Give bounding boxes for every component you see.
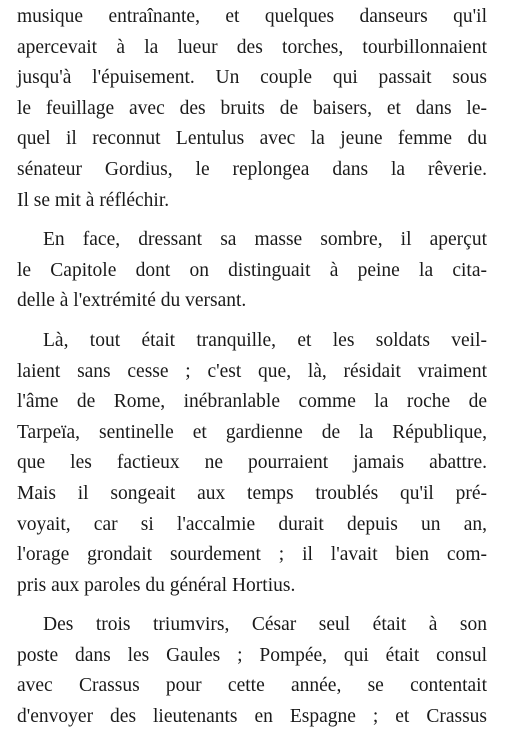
- paragraph-4: [17, 610, 487, 732]
- text-line: d'envoyer des lieutenants en Espagne ; et Crassus: [17, 706, 487, 728]
- text-line: que les factieux ne pourraient jamais abattre.: [17, 452, 487, 474]
- text-line: avec Crassus pour cette année, se contentait: [17, 675, 487, 697]
- book-page: [17, 2, 487, 733]
- text-line: poste dans les Gaules ; Pompée, qui était consul: [17, 644, 487, 666]
- text-line: le feuillage avec des bruits de baisers, et dans le-: [17, 97, 487, 119]
- text-line: sénateur Gordius, le replongea dans la rêverie.: [17, 158, 487, 180]
- text-line: pris aux paroles du général Hortius.: [17, 574, 296, 596]
- paragraph-1: [17, 2, 487, 216]
- paragraph-3: [17, 326, 487, 601]
- text-line: delle à l'extrémité du versant.: [17, 290, 247, 312]
- text-line: apercevait à la lueur des torches, tourbillonnaient: [17, 36, 487, 58]
- text-line: voyait, car si l'accalmie durait depuis un an,: [17, 513, 487, 535]
- text-line: Tarpeïa, sentinelle et gardienne de la République,: [17, 421, 487, 443]
- text-line: En face, dressant sa masse sombre, il aperçut: [43, 229, 487, 251]
- text-line: Il se mit à réfléchir.: [17, 189, 170, 211]
- text-line: le Capitole dont on distinguait à peine la cita-: [17, 259, 487, 281]
- text-line: l'âme de Rome, inébranlable comme la roche de: [17, 391, 487, 413]
- text-line: musique entraînante, et quelques danseurs qu'il: [17, 6, 487, 27]
- text-line: jusqu'à l'épuisement. Un couple qui passait sous: [17, 67, 487, 89]
- text-line: Mais il songeait aux temps troublés qu'il pré-: [17, 482, 487, 504]
- text-line: Là, tout était tranquille, et les soldats veil-: [43, 329, 487, 351]
- text-line: l'orage grondait sourdement ; il l'avait bien com-: [17, 544, 487, 566]
- text-line: Des trois triumvirs, César seul était à son: [43, 614, 487, 636]
- text-line: laient sans cesse ; c'est que, là, résidait vraiment: [17, 360, 487, 382]
- paragraph-2: [17, 225, 487, 317]
- text-line: quel il reconnut Lentulus avec la jeune femme du: [17, 128, 487, 150]
